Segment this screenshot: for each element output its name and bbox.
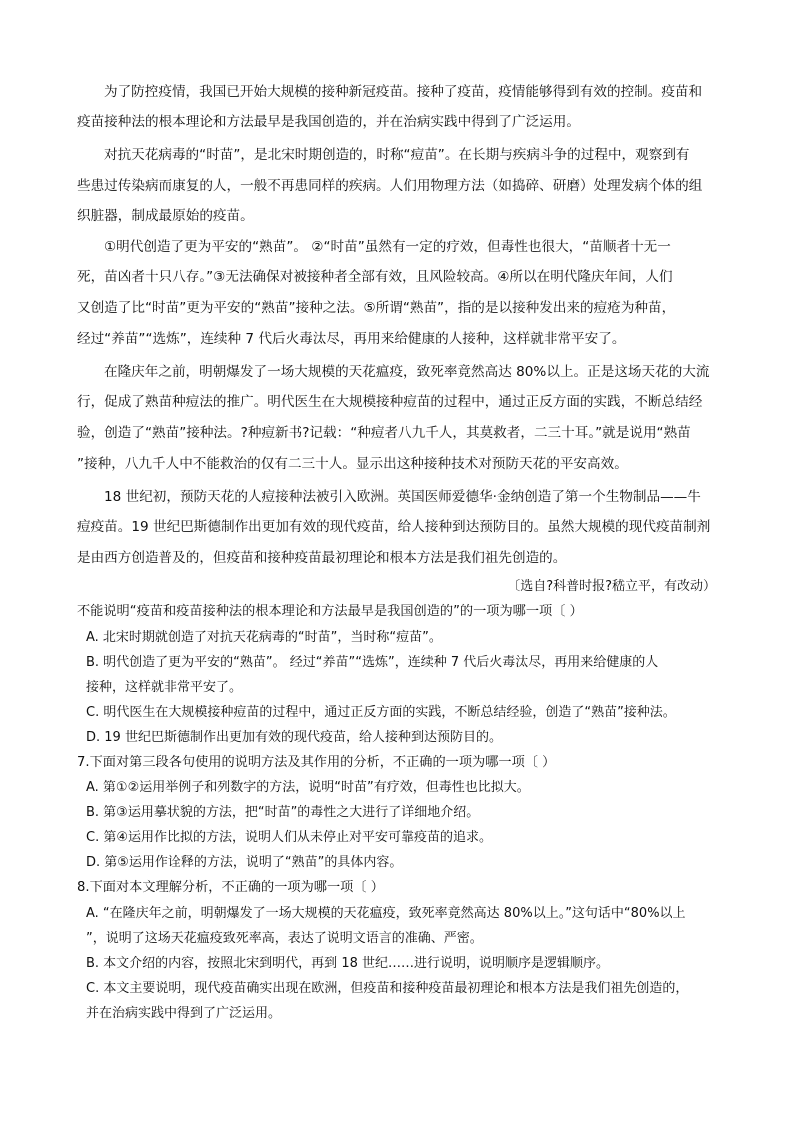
question-8-stem: 8.下面对本文理解分析，不正确的一项为哪一项〔 ） [77,880,384,895]
paragraph-5-line-2: 痘疫苗。19 世纪巴斯德制作出更加有效的现代疫苗，给人接种到达预防目的。虽然大规模的现代疫苗制剂 [77,519,711,535]
paragraph-3-line-4: 经过“养苗”“选炼”，连续种 7 代后火毒汰尽，再用来给健康的人接种，这样就非常平安了。 [77,331,626,347]
question-6-option-b-line-2: 接种，这样就非常平安了。 [86,680,243,695]
question-7-option-c: C. 第④运用作比拟的方法，说明人们从未停止对平安可靠疫苗的追求。 [86,830,492,845]
question-8-option-b: B. 本文介绍的内容，按照北宋到明代，再到 18 世纪……进行说明，说明顺序是逻辑顺序。 [86,956,609,971]
question-6-option-c: C. 明代医生在大规模接种痘苗的过程中，通过正反方面的实践，不断总结经验，创造了“熟苗”接种法。 [86,705,676,720]
question-8-option-c-line-1: C. 本文主要说明，现代疫苗确实出现在欧洲，但疫苗和接种疫苗最初理论和根本方法是我们祖先创造的， [86,981,689,996]
paragraph-4-line-2: 行，促成了熟苗种痘法的推广。明代医生在大规模接种痘苗的过程中，通过正反方面的实践，不断总结经 [77,394,703,410]
question-8-option-a-line-1: A. “在隆庆年之前，明朝爆发了一场大规模的天花瘟疫，致死率竟然高达 80%以上。”这句话中“80%以上 [86,906,686,921]
article-source: 〔选自?科普时报?嵇立平，有改动） [507,579,716,594]
question-6-option-a: A. 北宋时期就创造了对抗天花病毒的“时苗”，当时称“痘苗”。 [86,630,442,645]
question-7-stem: 7.下面对第三段各句使用的说明方法及其作用的分析，不正确的一项为哪一项〔 ） [77,755,556,770]
question-8-option-a-line-2: ”，说明了这场天花瘟疫致死率高，表达了说明文语言的准确、严密。 [86,931,483,946]
paragraph-4-line-4: ”接种，八九千人中不能救治的仅有二三十人。显示出这种接种技术对预防天花的平安高效。 [77,456,628,472]
paragraph-3-line-3: 又创造了比“时苗”更为平安的“熟苗”接种之法。⑤所谓“熟苗”，指的是以接种发出来的痘疮为种苗， [77,300,676,316]
paragraph-5-line-3: 是由西方创造普及的，但疫苗和接种疫苗最初理论和根本方法是我们祖先创造的。 [77,550,567,566]
paragraph-1-line-2: 疫苗接种法的根本理论和方法最早是我国创造的，并在治病实践中得到了广泛运用。 [77,114,580,130]
paragraph-2-line-1: 对抗天花病毒的“时苗”，是北宋时期创造的，时称“痘苗”。在长期与疾病斗争的过程中，观察到有 [104,147,690,163]
paragraph-4-line-1: 在隆庆年之前，明朝爆发了一场大规模的天花瘟疫，致死率竟然高达 80%以上。正是这场天花的大流 [104,364,710,380]
question-6-option-d: D. 19 世纪巴斯德制作出更加有效的现代疫苗，给人接种到达预防目的。 [86,730,502,745]
paragraph-1-line-1: 为了防控疫情，我国已开始大规模的接种新冠疫苗。接种了疫苗，疫情能够得到有效的控制。疫苗和 [104,84,703,100]
question-6-stem: 不能说明“疫苗和疫苗接种法的根本理论和方法最早是我国创造的”的一项为哪一项〔 ） [77,604,583,619]
paragraph-2-line-2: 些患过传染病而康复的人，一般不再患同样的疾病。人们用物理方法（如捣碎、研磨）处理发病个体的组 [77,178,703,194]
question-7-option-d: D. 第⑤运用作诠释的方法，说明了“熟苗”的具体内容。 [86,855,403,870]
question-7-option-a: A. 第①②运用举例子和列数字的方法，说明“时苗”有疗效，但毒性也比拟大。 [86,780,530,795]
paragraph-3-line-2: 死，苗凶者十只八存。”③无法确保对被接种者全部有效，且风险较高。④所以在明代隆庆年间，人们 [77,269,673,285]
question-6-option-b-line-1: B. 明代创造了更为平安的“熟苗”。 经过“养苗”“选炼”，连续种 7 代后火毒汰尽，再用来给健康的人 [86,655,659,670]
paragraph-2-line-3: 织脏器，制成最原始的疫苗。 [77,208,254,224]
question-7-option-b: B. 第③运用摹状貌的方法，把“时苗”的毒性之大进行了详细地介绍。 [86,805,480,820]
paragraph-5-line-1: 18 世纪初，预防天花的人痘接种法被引入欧洲。英国医师爱德华·金纳创造了第一个生物制品——牛 [104,489,701,505]
paragraph-4-line-3: 验，创造了“熟苗”接种法。?种痘新书?记载：“种痘者八九千人，其莫救者，二三十耳。”就是说用“熟苗 [77,425,691,441]
question-8-option-c-line-2: 并在治病实践中得到了广泛运用。 [86,1006,282,1021]
paragraph-3-line-1: ①明代创造了更为平安的“熟苗”。 ②“时苗”虽然有一定的疗效，但毒性也很大，“苗顺者十无一 [104,239,671,255]
